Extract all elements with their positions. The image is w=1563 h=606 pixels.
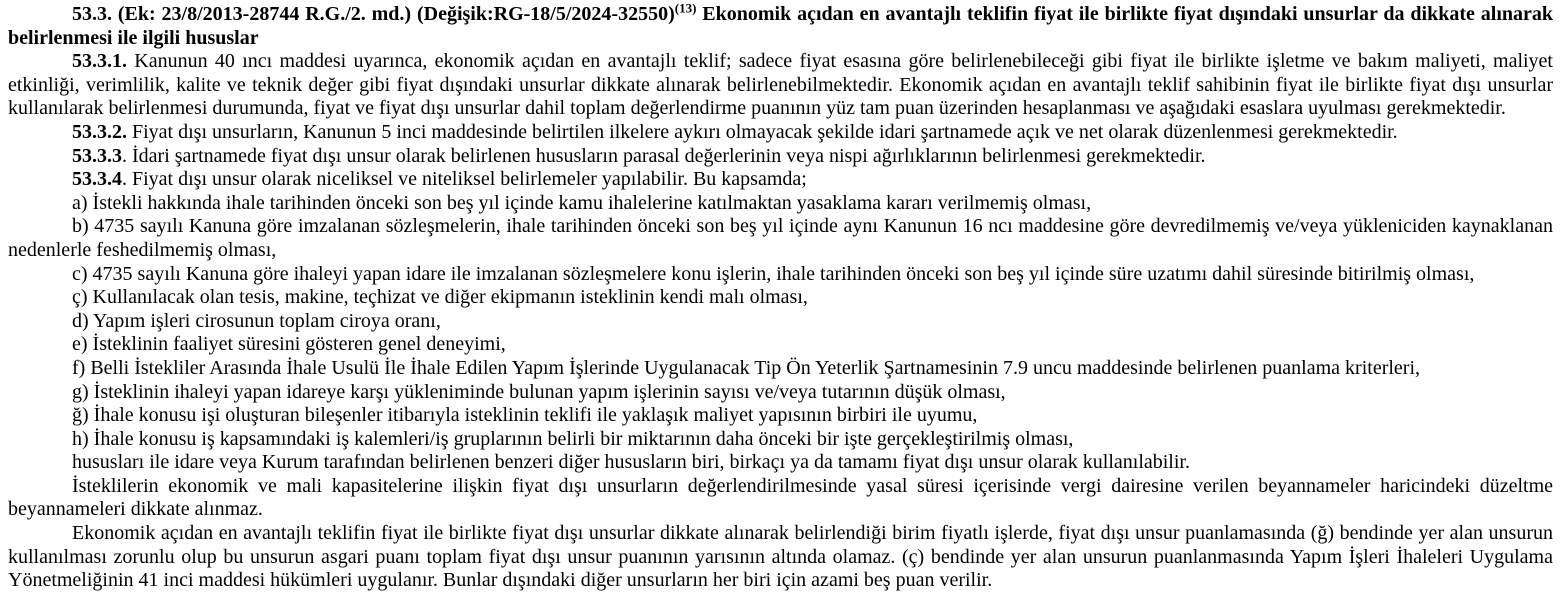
list-item-g-breve [8,404,1553,428]
footnote-reference: (13) [674,0,697,16]
clause-number: 53.3.1. [72,50,127,73]
section-heading-reference: 53.3. (Ek: 23/8/2013-28744 R.G./2. md.) (Değişik:RG-18/5/2024-32550) [72,3,675,25]
clause-text: Ekonomik açıdan en avantajlı teklifin fiyat ile birlikte fiyat dışı unsurlar dikkate alınarak belirlendiği birim fiyatlı işlerde, fiyat dışı unsur puanlamasında (ğ) bendinde yer alan unsurun kullanılması zorunlu olup bu unsurun asgari puanı toplam fiyat dışı unsur puanının yarısının altında olamaz. (ç) bendinde yer alan unsurun puanlanmasında Yapım İşleri İhaleleri Uygulama Yönetmeliğinin 41 inci maddesi hükümleri uygulanır. Bunlar dışındaki diğer unsurların her biri için azami beş puan verilir. [8,522,1553,592]
list-item-f [8,357,1553,381]
clause-text: e) İsteklinin faaliyet süresini gösteren genel deneyimi, [72,333,506,356]
list-item-c-cedilla [8,286,1553,310]
paragraph-53-3-3 [8,145,1553,169]
paragraph-53-3-2 [8,121,1553,145]
clause-text: . İdari şartnamede fiyat dışı unsur olarak belirlenen hususların parasal değerlerinin veya nispi ağırlıklarının belirlenmesi gerekmektedir. [122,144,1206,167]
clause-text: Kanunun 40 ıncı maddesi uyarınca, ekonomik açıdan en avantajlı teklif; sadece fiyat esasına göre belirlenebileceği gibi fiyat ile birlikte işletme ve bakım maliyeti, maliyet etkinliği, verimlilik, kalite ve teknik değer gibi fiyat dışındaki unsurlar dikkate alınarak belirlenebilmektedir. Ekonomik açıdan en avantajlı teklif sahibinin fiyat ile birlikte fiyat dışı unsurlar kullanılarak belirlenmesi durumunda, fiyat ve fiyat dışı unsurlar dahil toplam değerlendirme puanının yüz tam puan üzerinden hesaplanması ve aşağıdaki esaslara uyulması gerekmektedir. [8,50,1553,120]
section-heading-title: Ekonomik açıdan en avantajlı teklifin fiyat ile birlikte fiyat dışındaki unsurlar da dikkate alınarak belirlenmesi ile ilgili hususlar [8,3,1554,49]
clause-text: hususları ile idare veya Kurum tarafından belirlenen benzeri diğer hususların biri, birkaçı ya da tamamı fiyat dışı unsur olarak kullanılabilir. [72,451,1190,474]
list-item-g [8,381,1553,405]
paragraph-unit-price-works [8,522,1553,593]
clause-text: h) İhale konusu iş kapsamındaki iş kalemleri/iş gruplarının belirli bir miktarının daha önceki bir işte gerçekleştirilmiş olması, [72,427,1074,450]
list-item-a [8,192,1553,216]
clause-text: f) Belli İstekliler Arasında İhale Usulü İle İhale Edilen Yapım İşlerinde Uygulanacak Tip Ön Yeterlik Şartnamesinin 7.9 uncu maddesinde belirlenen puanlama kriterleri, [72,356,1421,379]
clause-number: 53.3.2. [72,120,127,143]
clause-text: a) İstekli hakkında ihale tarihinden önceki son beş yıl içinde kamu ihalelerine katılmaktan yasaklama kararı verilmemiş olması, [72,191,1092,214]
clause-text: c) 4735 sayılı Kanuna göre ihaleyi yapan idare ile imzalanan sözleşmelere konu işlerin, ihale tarihinden önceki son beş yıl içinde süre uzatımı dahil süresinde bitirilmiş olması, [72,262,1475,285]
clause-number: 53.3.4 [72,168,122,191]
list-item-c [8,263,1553,287]
clause-text: ğ) İhale konusu işi oluşturan bileşenler itibarıyla isteklinin teklifi ile yaklaşık maliyet yapısının birbiri ile uyumu, [72,404,978,427]
clause-text: d) Yapım işleri cirosunun toplam ciroya oranı, [72,309,441,332]
clause-text: ç) Kullanılacak olan tesis, makine, teçhizat ve diğer ekipmanın isteklinin kendi malı olması, [72,286,808,309]
paragraph-tax-declarations [8,475,1553,522]
clause-text: g) İsteklinin ihaleyi yapan idareye karşı yükleniminde bulunan yapım işlerinin sayısı ve/veya tutarının düşük olması, [72,380,1006,403]
clause-number: 53.3.3 [72,144,122,167]
list-item-b [8,215,1553,262]
clause-text: İsteklilerin ekonomik ve mali kapasitelerine ilişkin fiyat dışı unsurların değerlendirilmesinde yasal süresi içerisinde vergi dairesine verilen beyannameler haricindeki düzeltme beyannameleri dikkate alınmaz. [8,474,1553,521]
list-item-d [8,310,1553,334]
clause-text: Fiyat dışı unsurların, Kanunun 5 inci maddesinde belirtilen ilkelere aykırı olmayacak şekilde idari şartnamede açık ve net olarak düzenlenmesi gerekmektedir. [127,120,1398,143]
paragraph-53-3-1 [8,50,1553,121]
paragraph-53-3-4 [8,168,1553,192]
clause-text: . Fiyat dışı unsur olarak niceliksel ve niteliksel belirlemeler yapılabilir. Bu kapsamda; [122,168,807,191]
list-item-e [8,333,1553,357]
paragraph-closing-clause [8,451,1553,475]
clause-text: b) 4735 sayılı Kanuna göre imzalanan sözleşmelerin, ihale tarihinden önceki son beş yıl içinde aynı Kanunun 16 ncı maddesine göre devredilmemiş ve/veya yükleniciden kaynaklanan nedenlerle feshedilmemiş olması, [8,215,1553,261]
section-heading [8,0,1554,50]
list-item-h [8,428,1553,452]
